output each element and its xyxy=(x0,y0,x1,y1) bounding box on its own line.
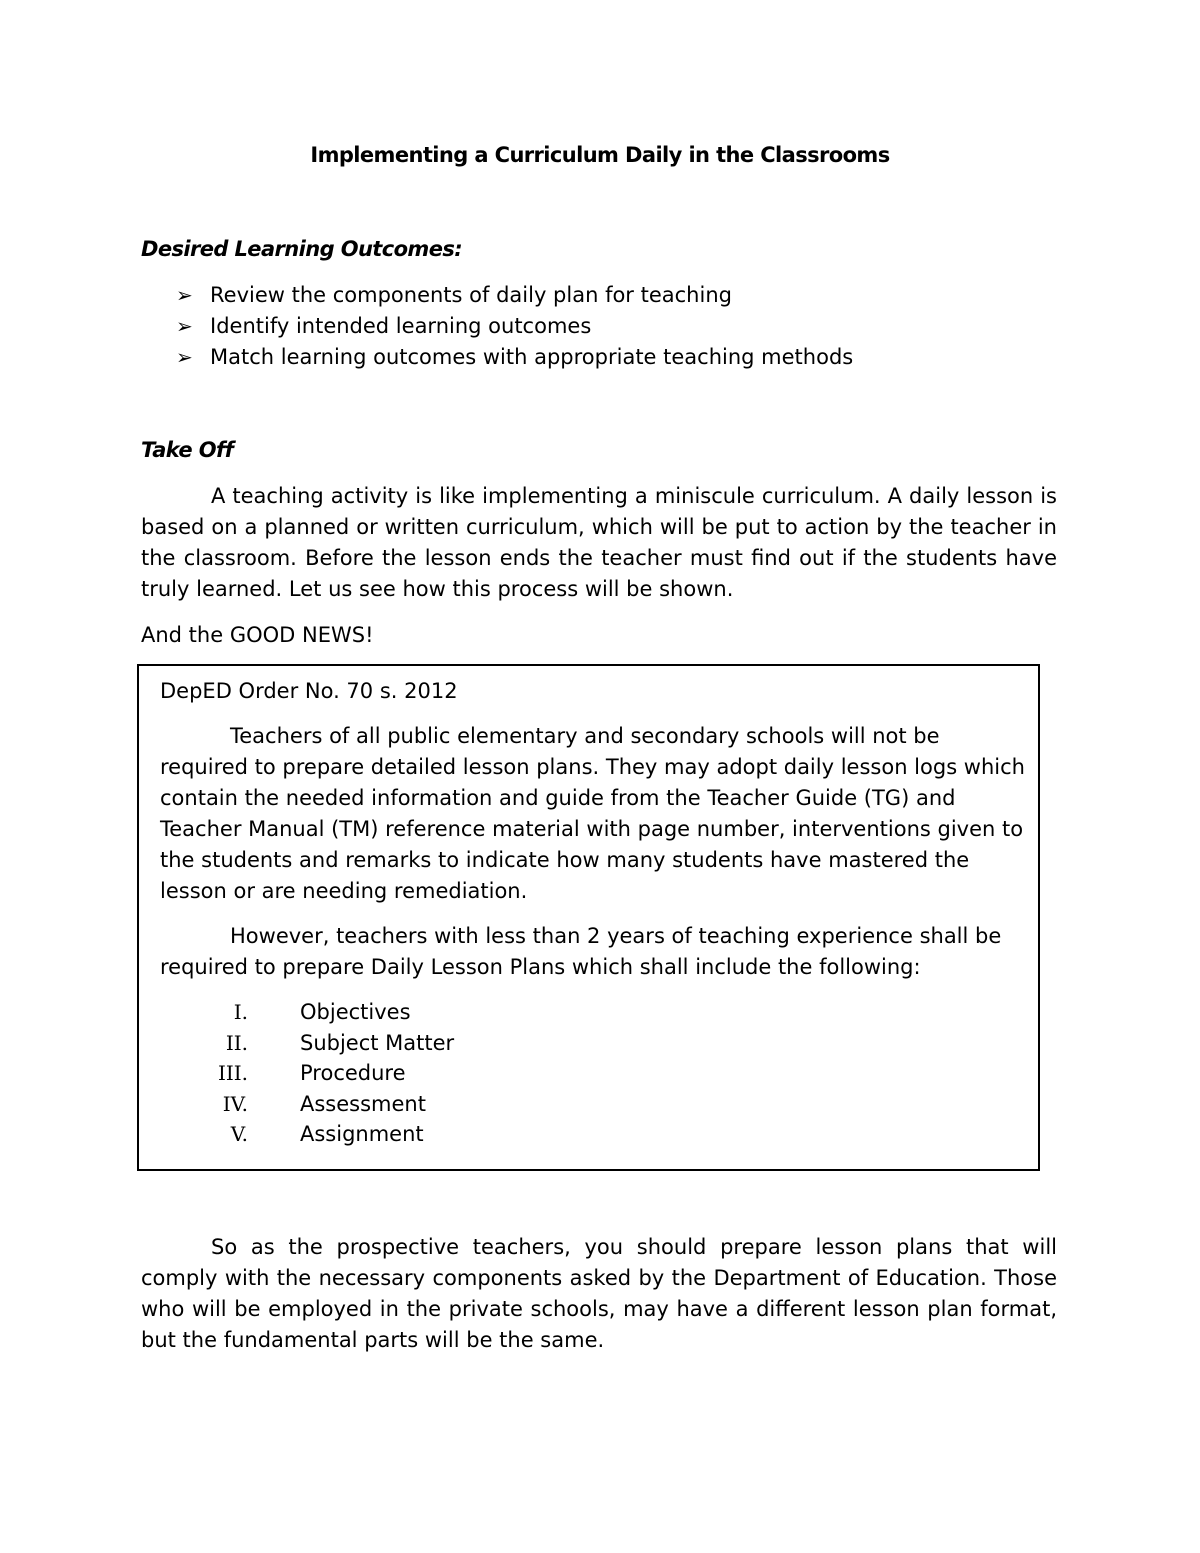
page-title: Implementing a Curriculum Daily in the Classrooms xyxy=(310,143,890,167)
outcome-text: Match learning outcomes with appropriate teaching methods xyxy=(210,345,854,369)
closing-paragraph: So as the prospective teachers, you should prepare lesson plans that will comply with the necessary components asked by the Department of Education. Those who will be employed in the private schools, may have a different lesson plan format, but the fundamental parts will be the same. xyxy=(141,1235,1057,1352)
arrow-bullet-icon: ➢ xyxy=(176,345,193,369)
list-item xyxy=(176,311,853,342)
take-off-heading: Take Off xyxy=(141,438,234,462)
outcome-text: Review the components of daily plan for teaching xyxy=(210,283,732,307)
roman-numeral: II. xyxy=(225,1030,248,1055)
roman-numeral: IV. xyxy=(222,1091,248,1116)
roman-numeral: V. xyxy=(230,1122,248,1146)
arrow-bullet-icon: ➢ xyxy=(176,283,193,307)
list-item xyxy=(160,1089,454,1120)
outcomes-heading: Desired Learning Outcomes: xyxy=(141,237,463,261)
list-item xyxy=(176,342,853,373)
list-item xyxy=(160,1058,454,1089)
component-text: Subject Matter xyxy=(300,1030,455,1055)
outcome-text: Identify intended learning outcomes xyxy=(210,314,592,338)
take-off-paragraph: A teaching activity is like implementing a miniscule curriculum. A daily lesson is based on a planned or written curriculum, which will be put to action by the teacher in the classroom. Before the lesson ends the teacher must find out if the students have truly learned. Let us see how this process will be shown. xyxy=(141,484,1057,601)
arrow-bullet-icon: ➢ xyxy=(176,314,193,338)
component-text: Assessment xyxy=(300,1091,426,1116)
component-text: Assignment xyxy=(300,1122,424,1146)
list-item xyxy=(160,997,454,1028)
deped-order-header: DepED Order No. 70 s. 2012 xyxy=(160,679,458,703)
good-news-text: And the GOOD NEWS! xyxy=(141,623,374,647)
roman-numeral: III. xyxy=(217,1061,248,1085)
deped-paragraph-1: Teachers of all public elementary and secondary schools will not be required to prepare detailed lesson plans. They may adopt daily lesson logs which contain the needed information and guide from the Teacher Guide (TG) and Teacher Manual (TM) reference material with page number, interventions given to the students and remarks to indicate how many students have mastered the lesson or are needing remediation. xyxy=(160,724,1025,903)
component-text: Objectives xyxy=(300,1000,411,1024)
component-text: Procedure xyxy=(300,1061,406,1085)
list-item xyxy=(160,1028,454,1059)
roman-numeral: I. xyxy=(233,1000,248,1024)
deped-order-box xyxy=(137,664,1040,1171)
lesson-plan-components-list xyxy=(160,997,454,1150)
outcomes-list xyxy=(176,280,853,373)
list-item xyxy=(176,280,853,311)
list-item xyxy=(160,1119,454,1150)
deped-paragraph-2: However, teachers with less than 2 years of teaching experience shall be required to prepare Daily Lesson Plans which shall include the following: xyxy=(160,924,1002,979)
